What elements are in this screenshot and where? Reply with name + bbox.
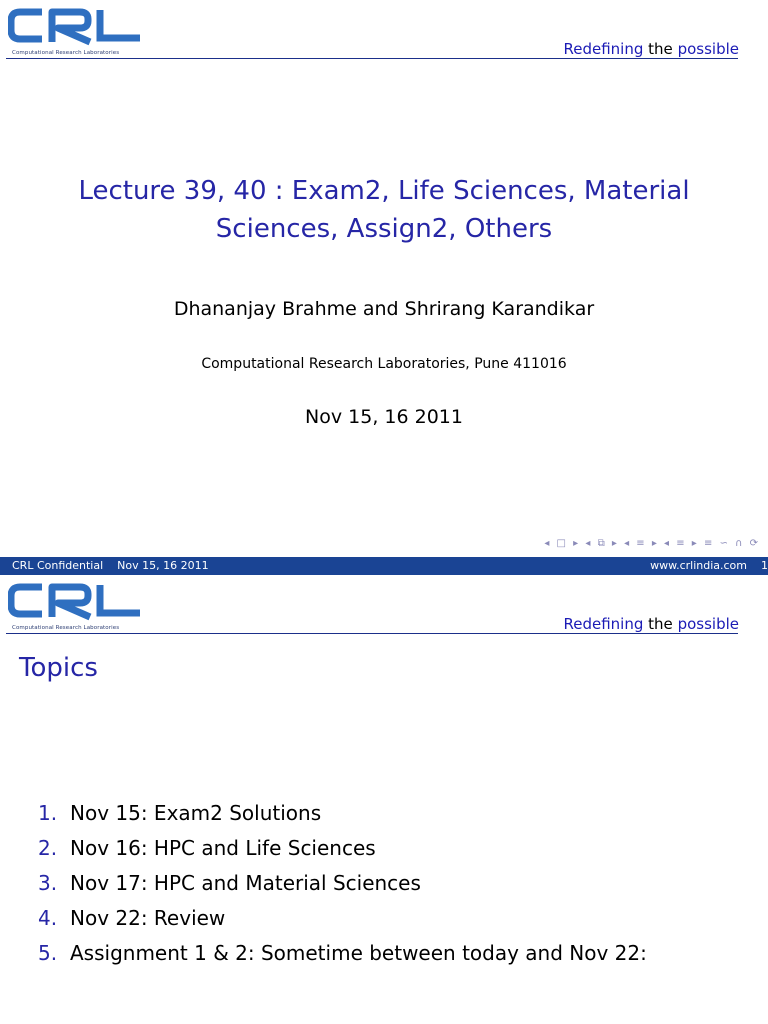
authors: Dhananjay Brahme and Shrirang Karandikar: [173, 298, 595, 320]
list-item: [38, 939, 647, 974]
list-item: [38, 834, 647, 869]
list-text: Nov 22: Review: [70, 906, 226, 930]
lecture-title-line2: Sciences, Assign2, Others: [215, 214, 553, 244]
tagline-word: the: [648, 615, 673, 633]
tagline-word: the: [648, 40, 673, 58]
list-number: 4.: [38, 906, 58, 930]
tagline-word: possible: [677, 615, 739, 633]
header-divider: [6, 58, 738, 59]
footer-page-number: 1: [761, 559, 768, 572]
footer-url[interactable]: www.crlindia.com: [650, 559, 747, 572]
list-number: 1.: [38, 801, 58, 825]
list-text: Nov 15: Exam2 Solutions: [70, 801, 322, 825]
list-item: [38, 799, 647, 834]
crl-logo: [8, 6, 148, 56]
crl-logo-mark: [8, 581, 144, 623]
footer-right: [650, 557, 768, 575]
topics-list: [38, 799, 647, 974]
crl-logo: [8, 581, 148, 631]
list-item: [38, 904, 647, 939]
institute: Computational Research Laboratories, Pune 411016: [201, 356, 567, 372]
topics-slide: [0, 575, 768, 1024]
beamer-navigation-icons[interactable]: ◂ □ ▸ ◂ ⧉ ▸ ◂ ≡ ▸ ◂ ≡ ▸ ≡ ∽ ∩ ⟳: [544, 538, 760, 549]
footer-confidential: CRL Confidential: [12, 559, 104, 572]
footer-bar: [0, 557, 768, 575]
list-number: 3.: [38, 871, 58, 895]
frame-title: Topics: [19, 653, 98, 683]
tagline: [564, 40, 740, 58]
logo-subtitle: Computational Research Laboratories: [12, 50, 120, 56]
lecture-title: [60, 172, 708, 248]
tagline-word: Redefining: [563, 40, 644, 58]
header-divider: [6, 633, 738, 634]
tagline: [564, 615, 740, 633]
lecture-title-line1: Lecture 39, 40 : Exam2, Life Sciences, Material: [78, 176, 690, 206]
tagline-word: possible: [677, 40, 739, 58]
footer-date: Nov 15, 16 2011: [117, 559, 209, 572]
lecture-date: Nov 15, 16 2011: [305, 406, 463, 428]
tagline-word: Redefining: [563, 615, 644, 633]
list-number: 2.: [38, 836, 58, 860]
list-number: 5.: [38, 941, 58, 965]
list-text: Nov 16: HPC and Life Sciences: [70, 836, 376, 860]
logo-subtitle: Computational Research Laboratories: [12, 625, 120, 631]
crl-logo-mark: [8, 6, 144, 48]
list-item: [38, 869, 647, 904]
footer-left: [12, 557, 209, 575]
list-text: Nov 17: HPC and Material Sciences: [70, 871, 421, 895]
list-text: Assignment 1 & 2: Sometime between today and Nov 22:: [70, 941, 647, 965]
